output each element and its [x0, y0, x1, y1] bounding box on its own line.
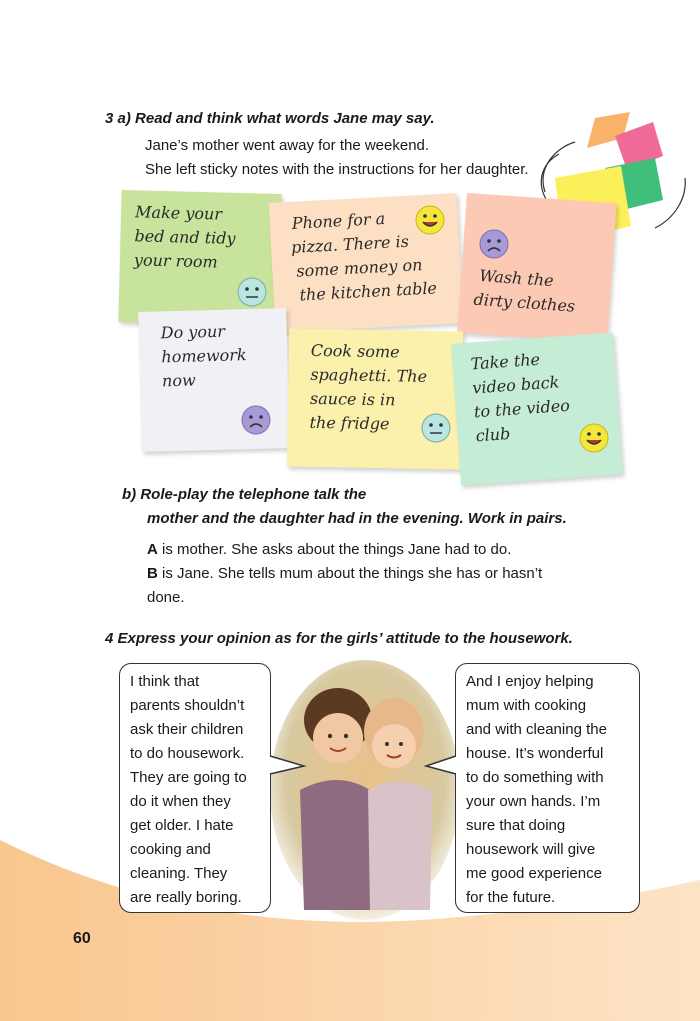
bubble-line: do it when they — [130, 793, 231, 810]
happy-face-icon — [578, 422, 610, 454]
speech-bubble-right — [455, 663, 640, 913]
bubble-line: your own hands. I’m — [466, 793, 601, 810]
neutral-face-icon — [236, 276, 268, 308]
bubble-line: ask their children — [130, 721, 244, 738]
role-b-line — [147, 562, 542, 586]
role-b-text: is Jane. She tells mum about the things she has or hasn’t — [157, 565, 543, 582]
sad-face-icon — [478, 228, 510, 260]
note-line: Make your — [134, 202, 223, 224]
bubble-line: And I enjoy helping — [466, 673, 594, 690]
note-line: spaghetti. The — [310, 364, 428, 386]
bubble-line: housework will give — [466, 841, 596, 858]
note-line: video back — [471, 372, 560, 398]
bubble-line: for the future. — [466, 889, 556, 906]
page-number: 60 — [73, 930, 91, 947]
bubble-line: get older. I hate — [130, 817, 234, 834]
bubble-tail-right — [424, 752, 458, 782]
bubble-line: and with cleaning the — [466, 721, 607, 738]
happy-face-icon — [414, 204, 446, 236]
exercise-4-heading: 4 Express your opinion as for the girls’ attitude to the housework. — [105, 630, 573, 647]
bubble-line: to do something with — [466, 769, 604, 786]
note-line: to the video — [473, 395, 571, 422]
exercise-3-heading: 3 a) Read and think what words Jane may say. — [105, 110, 435, 127]
bubble-tail-left — [268, 752, 308, 782]
role-a-line — [147, 538, 511, 562]
note-line: the kitchen table — [299, 278, 438, 305]
bubble-line: house. It’s wonderful — [466, 745, 604, 762]
bubble-line: mum with cooking — [466, 697, 587, 714]
part-b-heading-line-2: mother and the daughter had in the evening. Work in pairs. — [147, 510, 567, 527]
role-b-continuation: done. — [147, 589, 185, 606]
sticky-note-spaghetti — [287, 328, 463, 469]
bubble-line: I think that — [130, 673, 200, 690]
role-a-text: is mother. She asks about the things Jane had to do. — [157, 541, 512, 558]
bubble-line: me good experience — [466, 865, 602, 882]
bubble-line: cooking and — [130, 841, 211, 858]
note-line: some money on — [295, 255, 423, 281]
bubble-line: to do housework. — [130, 745, 245, 762]
note-line: Do your — [160, 321, 226, 343]
note-line: the fridge — [309, 412, 390, 434]
note-line: club — [475, 423, 511, 446]
part-b-heading-line-1: b) Role-play the telephone talk the — [122, 486, 367, 503]
bubble-line: are really boring. — [130, 889, 242, 906]
bubble-line: They are going to — [130, 769, 247, 786]
role-a-label: A — [147, 541, 158, 558]
note-line: homework — [161, 345, 247, 367]
note-line: Take the — [470, 349, 541, 374]
note-line: sauce is in — [309, 388, 396, 410]
girls-photo — [270, 660, 460, 922]
note-line: pizza. There is — [290, 231, 410, 257]
bubble-line: sure that doing — [466, 817, 566, 834]
intro-line-2: She left sticky notes with the instructions for her daughter. — [145, 161, 529, 178]
note-line: your room — [133, 250, 218, 272]
note-line: Phone for a — [291, 208, 386, 233]
note-line: dirty clothes — [473, 289, 576, 316]
note-line: bed and tidy — [134, 226, 236, 248]
role-b-label: B — [147, 565, 158, 582]
sad-face-icon — [240, 404, 272, 436]
neutral-face-icon — [420, 412, 452, 444]
bubble-line: parents shouldn’t — [130, 697, 245, 714]
note-line: Cook some — [310, 340, 400, 362]
sticky-note-wash — [457, 193, 616, 343]
bubble-line: cleaning. They — [130, 865, 228, 882]
speech-bubble-left — [119, 663, 271, 913]
sticky-note-video — [451, 333, 623, 486]
note-line: Wash the — [478, 266, 555, 291]
note-line: now — [161, 370, 196, 391]
intro-line-1: Jane’s mother went away for the weekend. — [145, 137, 430, 154]
